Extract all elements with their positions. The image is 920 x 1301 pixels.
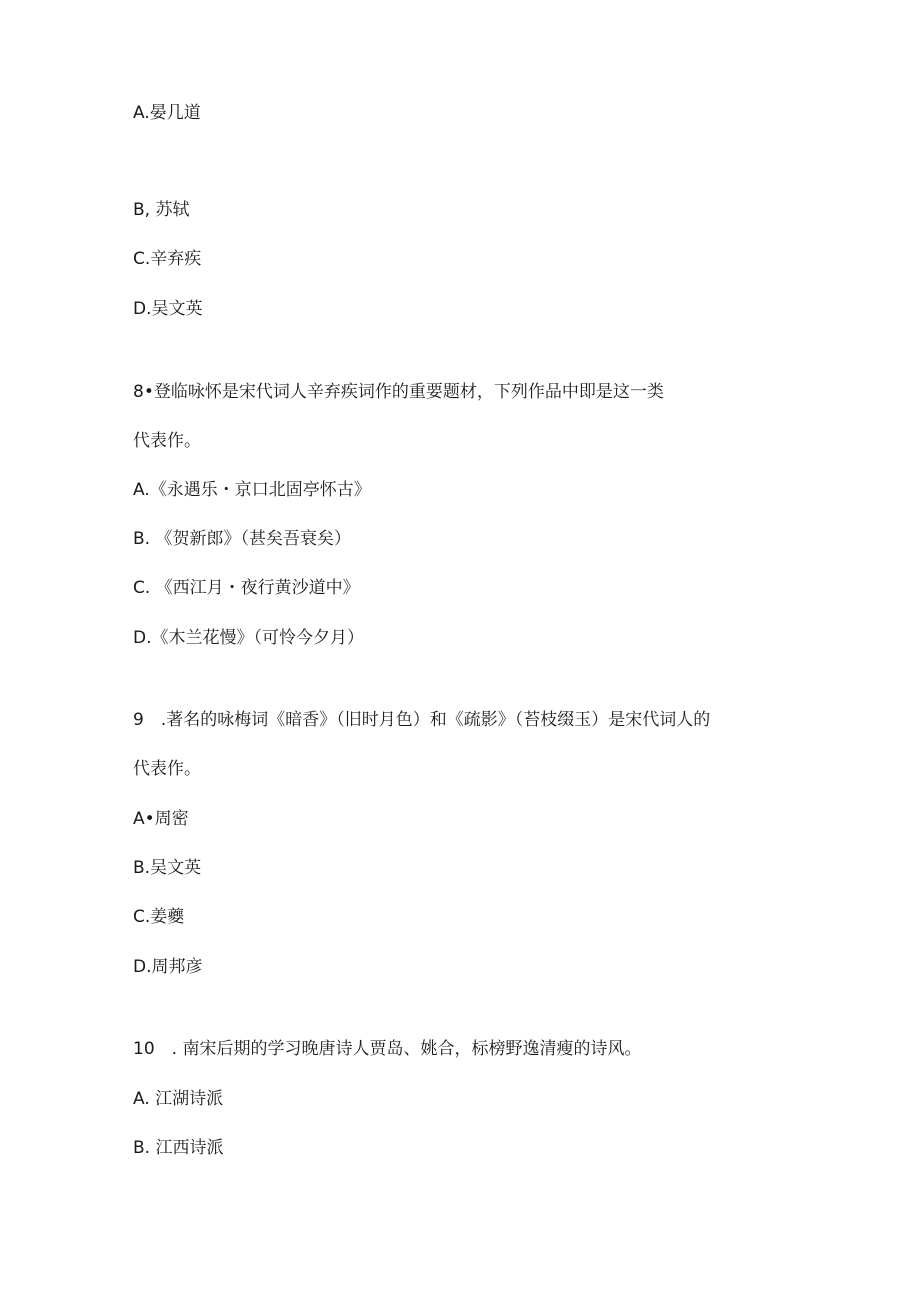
q9-option-c: C.姜夔 [133, 907, 185, 927]
q8-option-a: A.《永遇乐・京口北固亭怀古》 [133, 480, 371, 500]
q8-option-b: B. 《贺新郎》（甚矣吾衰矣） [133, 529, 351, 549]
q7-option-c: C.辛弃疾 [133, 249, 202, 269]
q9-stem-line1: 9 .著名的咏梅词《暗香》（旧时月色）和《疏影》（苔枝缀玉）是宋代词人的 [133, 710, 711, 730]
q9-option-d: D.周邦彦 [133, 957, 203, 977]
q10-stem-line1: 10 . 南宋后期的学习晚唐诗人贾岛、姚合，标榜野逸清瘦的诗风。 [133, 1039, 642, 1059]
q7-option-a: A.晏几道 [133, 103, 201, 123]
q8-option-d: D.《木兰花慢》（可怜今夕月） [133, 628, 364, 648]
q7-option-b: B, 苏轼 [133, 200, 190, 220]
q9-option-b: B.吴文英 [133, 858, 202, 878]
q9-stem-line2: 代表作。 [133, 759, 201, 779]
q8-option-c: C. 《西江月・夜行黄沙道中》 [133, 578, 360, 598]
q7-option-d: D.吴文英 [133, 299, 203, 319]
q8-stem-line1: 8•登临咏怀是宋代词人辛弃疾词作的重要题材，下列作品中即是这一类 [133, 382, 664, 402]
q9-option-a: A•周密 [133, 809, 189, 829]
q10-option-b: B. 江西诗派 [133, 1138, 224, 1158]
q8-stem-line2: 代表作。 [133, 431, 201, 451]
q10-option-a: A. 江湖诗派 [133, 1089, 224, 1109]
